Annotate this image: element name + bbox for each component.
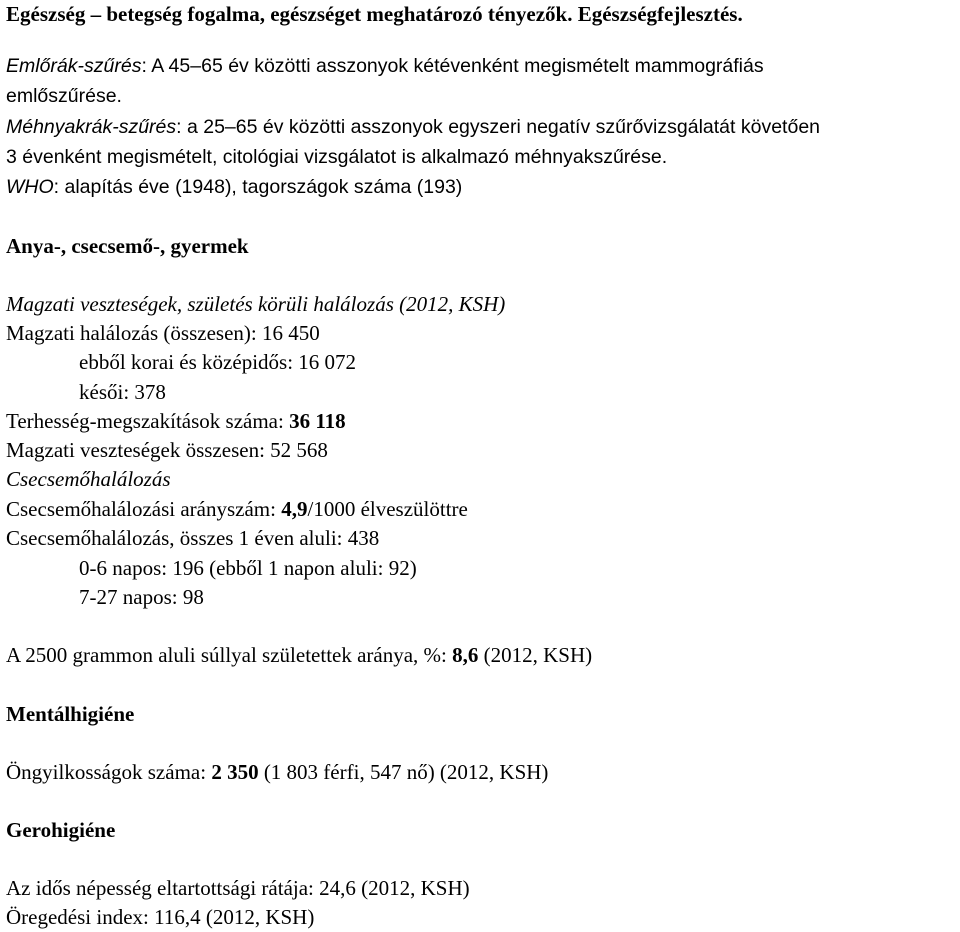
low-birth-weight-line — [6, 642, 592, 668]
breast-screening-term: Emlőrák-szűrés — [6, 55, 142, 77]
heading-mental-hygiene: Mentálhigiéne — [6, 702, 135, 726]
breast-screening-text: : A 45–65 év közötti asszonyok kétévenként megismételt mammográfiás — [141, 55, 764, 77]
suicide-suffix: (1 803 férfi, 547 nő) (2012, KSH) — [258, 760, 549, 784]
fetal-losses-total: Magzati veszteségek összesen: 52 568 — [6, 438, 328, 462]
breast-screening-line-cont: emlőszűrése. — [6, 85, 122, 107]
cervical-screening-text: : a 25–65 év közötti asszonyok egyszeri negatív szűrővizsgálatát követően — [176, 116, 821, 138]
who-line — [6, 174, 462, 200]
abortions-value: 36 118 — [289, 409, 346, 433]
low-birth-weight-suffix: (2012, KSH) — [478, 643, 593, 667]
abortions-label: Terhesség-megszakítások száma: — [6, 409, 290, 433]
infant-mortality-total: Csecsemőhalálozás, összes 1 éven aluli: 438 — [6, 526, 380, 550]
infant-rate-suffix: /1000 élveszülöttre — [307, 497, 468, 521]
low-birth-weight-value: 8,6 — [452, 643, 479, 667]
suicide-label: Öngyilkosságok száma: — [6, 760, 212, 784]
infant-mortality-0-6-days: 0-6 napos: 196 (ebből 1 napon aluli: 92) — [79, 556, 417, 580]
abortions-line — [6, 408, 346, 434]
heading-mother-infant-child: Anya-, csecsemő-, gyermek — [6, 234, 249, 258]
suicide-value: 2 350 — [211, 760, 259, 784]
cervical-screening-term: Méhnyakrák-szűrés — [6, 116, 177, 138]
elderly-dependency-ratio: Az idős népesség eltartottsági rátája: 24,6 (2012, KSH) — [6, 876, 470, 900]
infant-mortality-rate-line — [6, 496, 468, 522]
fetal-deaths-early-mid: ebből korai és középidős: 16 072 — [79, 350, 357, 374]
heading-gerohygiene: Gerohigiéne — [6, 818, 116, 842]
cervical-screening-line — [6, 114, 820, 140]
ageing-index: Öregedési index: 116,4 (2012, KSH) — [6, 905, 315, 929]
infant-mortality-7-27-days: 7-27 napos: 98 — [79, 585, 204, 609]
suicide-line — [6, 759, 548, 785]
heading-health-concepts: Egészség – betegség fogalma, egészséget meghatározó tényezők. Egészségfejlesztés. — [6, 2, 743, 26]
breast-screening-line — [6, 53, 764, 79]
infant-mortality-subtitle: Csecsemőhalálozás — [6, 467, 171, 491]
fetal-deaths-late: késői: 378 — [79, 380, 166, 404]
who-term: WHO — [6, 176, 54, 198]
infant-rate-value: 4,9 — [281, 497, 308, 521]
fetal-deaths-total: Magzati halálozás (összesen): 16 450 — [6, 321, 320, 345]
who-text: : alapítás éve (1948), tagországok száma (193) — [53, 176, 463, 198]
cervical-screening-line-cont: 3 évenként megismételt, citológiai vizsgálatot is alkalmazó méhnyakszűrése. — [6, 146, 668, 168]
fetal-loss-subtitle: Magzati veszteségek, születés körüli halálozás (2012, KSH) — [6, 292, 506, 316]
low-birth-weight-label: A 2500 grammon aluli súllyal születettek aránya, %: — [6, 643, 453, 667]
infant-rate-label: Csecsemőhalálozási arányszám: — [6, 497, 282, 521]
